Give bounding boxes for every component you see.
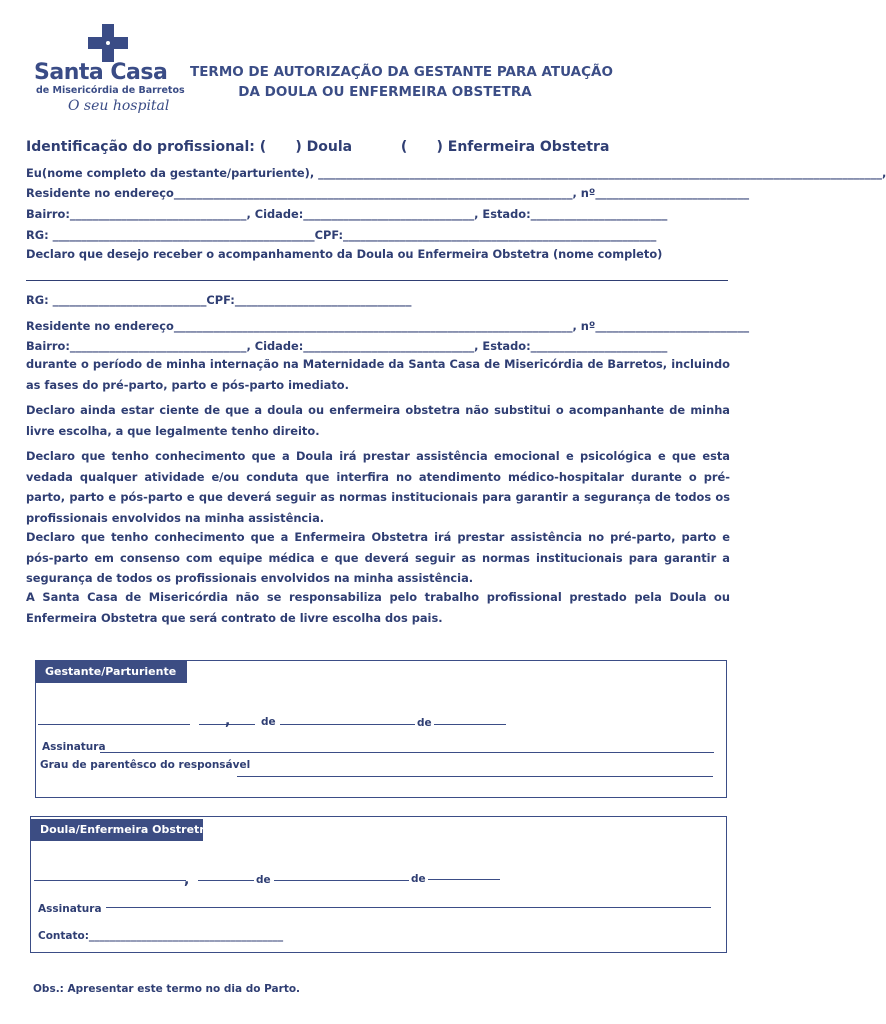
place-field[interactable] [38, 724, 190, 725]
comma: , [184, 872, 190, 888]
de-label: de [261, 716, 276, 728]
logo-name: Santa Casa [34, 60, 168, 85]
pregnant-box-tab: Gestante/Parturiente [36, 661, 187, 683]
place-field[interactable] [34, 880, 186, 881]
professional-address-line: Residente no endereço______________________________________________________________________, nº___________________________ [26, 319, 750, 333]
professional-signature-box [30, 816, 727, 953]
paragraph-period: durante o período de minha internação na Maternidade da Santa Casa de Misericórdia de Barretos, incluindo as fases do pré-parto, parto e pós-parto imediato. [26, 357, 730, 392]
professional-identification: Identificação do profissional: ( ) Doula ( ) Enfermeira Obstetra [26, 139, 610, 155]
de-label: de [411, 873, 426, 885]
professional-box-tab: Doula/Enfermeira Obstretra [31, 819, 203, 841]
document-line: RG: ______________________________________________CPF:_______________________________________________________ [26, 228, 657, 242]
kinship-field[interactable] [237, 776, 713, 777]
pregnant-signature-box [35, 660, 727, 798]
professional-name-rule [26, 280, 728, 281]
day-field[interactable] [198, 880, 254, 881]
signature-field[interactable] [106, 907, 711, 908]
professional-city-line: Bairro:_______________________________, Cidade:______________________________, Estado:________________________ [26, 339, 668, 353]
kinship-label: Grau de parentêsco do responsável [40, 759, 251, 771]
de-label: de [256, 874, 271, 886]
paragraph-nurse: Declaro que tenho conhecimento que a Enfermeira Obstetra irá prestar assistência no pré-parto, parto e pós-parto em consenso com equipe médica e que deverá seguir as normas institucionais para garantir a segurança de todos os profissionais envolvidos na minha assistência. [26, 530, 730, 585]
name-line: Eu(nome completo da gestante/parturiente), ___________________________________________________________________________________________________, [26, 166, 886, 180]
paragraph-doula: Declaro que tenho conhecimento que a Doula irá prestar assistência emocional e psicológica e que esta vedada qualquer atividade e/ou conduta que interfira no atendimento médico-hospitalar durante o pré-parto, parto e pós-parto e que deverá seguir as normas institucionais para garantir a segurança de todos os profissionais envolvidos na minha assistência. [26, 449, 730, 525]
logo [34, 22, 184, 122]
title-line-1: TERMO DE AUTORIZAÇÃO DA GESTANTE PARA ATUAÇÃO [190, 64, 613, 80]
city-line: Bairro:_______________________________, Cidade:______________________________, Estado:________________________ [26, 207, 668, 221]
signature-label: Assinatura [38, 903, 102, 915]
year-field[interactable] [434, 724, 506, 725]
declaration-line: Declaro que desejo receber o acompanhamento da Doula ou Enfermeira Obstetra (nome completo) [26, 247, 663, 261]
document-title [190, 62, 613, 102]
contact-field[interactable]: Contato:_____________________________________ [38, 930, 284, 942]
cross-icon [88, 24, 130, 62]
paragraph-responsibility: A Santa Casa de Misericórdia não se responsabiliza pelo trabalho profissional prestado pela Doula ou Enfermeira Obstetra que será contrato de livre escolha dos pais. [26, 590, 730, 625]
title-line-2: DA DOULA OU ENFERMEIRA OBSTETRA [238, 84, 532, 100]
month-field[interactable] [274, 880, 409, 881]
year-field[interactable] [428, 879, 500, 880]
address-line: Residente no endereço______________________________________________________________________, nº___________________________ [26, 186, 750, 200]
logo-subtitle: de Misericórdia de Barretos [36, 85, 185, 96]
observation-note: Obs.: Apresentar este termo no dia do Parto. [33, 983, 301, 995]
signature-label: Assinatura [42, 741, 106, 753]
signature-field[interactable] [100, 752, 714, 753]
de-label: de [417, 717, 432, 729]
comma: , [225, 713, 231, 729]
logo-slogan: O seu hospital [68, 98, 170, 114]
month-field[interactable] [280, 724, 415, 725]
paragraph-companion: Declaro ainda estar ciente de que a doula ou enfermeira obstetra não substitui o acompanhante de minha livre escolha, a que legalmente tenho direito. [26, 403, 730, 438]
professional-document-line: RG: ___________________________CPF:_______________________________ [26, 293, 412, 307]
